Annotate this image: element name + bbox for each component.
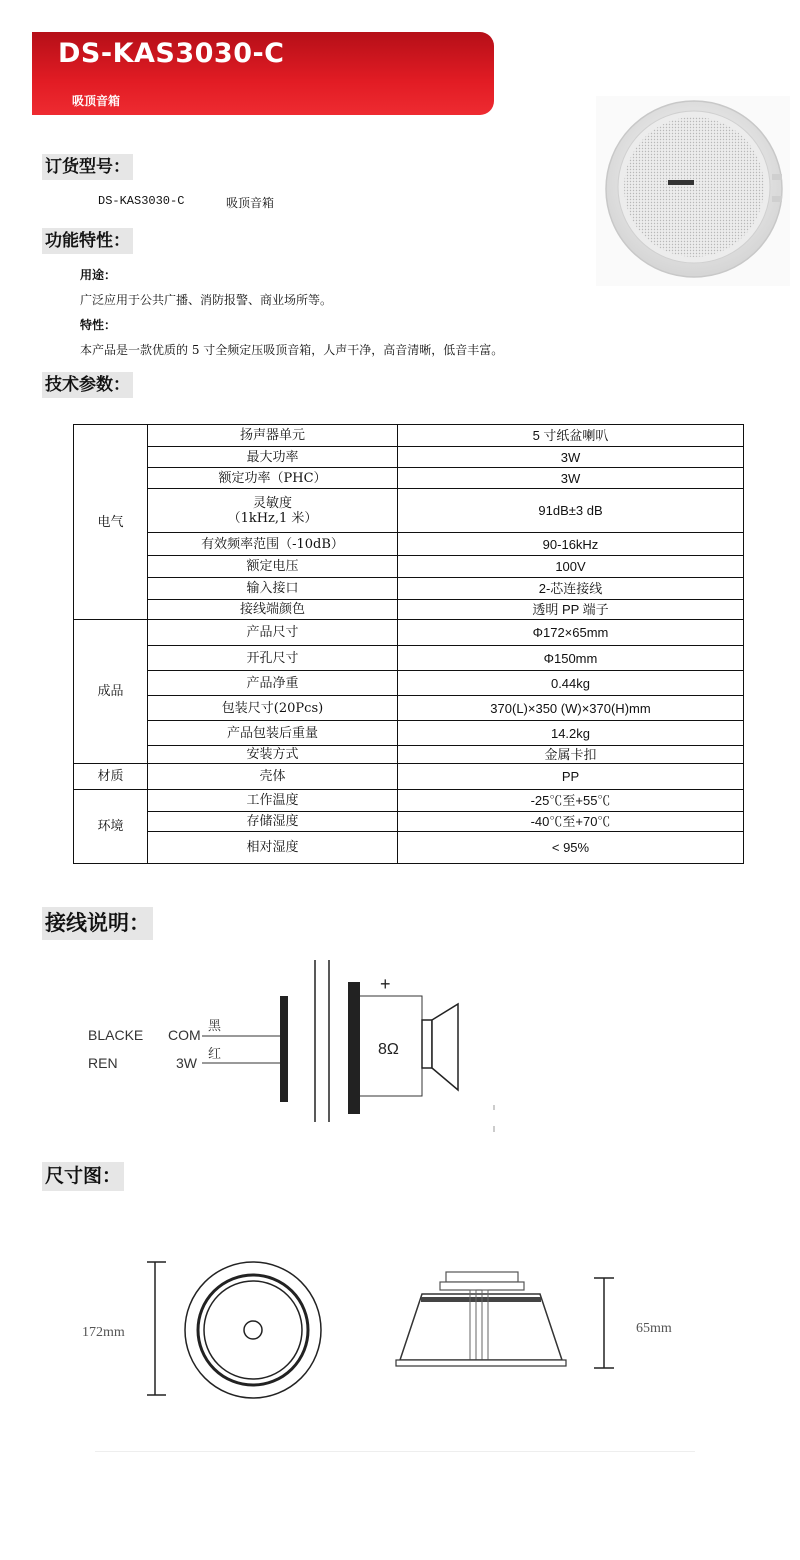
spec-item: 产品包装后重量 <box>148 721 398 746</box>
feature-label: 特性： <box>80 318 117 332</box>
table-row <box>74 468 744 489</box>
spec-item: 包装尺寸(20Pcs) <box>148 696 398 721</box>
spec-item: 额定功率（PHC） <box>148 468 398 489</box>
diameter-label: 172mm <box>82 1325 125 1340</box>
table-row <box>74 489 744 533</box>
speaker-wire <box>360 1068 422 1096</box>
transformer-secondary <box>348 982 360 1114</box>
table-row <box>74 671 744 696</box>
spec-value: -40℃至+70℃ <box>398 812 744 832</box>
wire2-color: 红 <box>208 1047 222 1062</box>
spec-value: 金属卡扣 <box>398 746 744 764</box>
spec-item: 工作温度 <box>148 790 398 812</box>
speaker-icon <box>422 1020 432 1068</box>
spec-value: PP <box>398 764 744 790</box>
spec-value: -25℃至+55℃ <box>398 790 744 812</box>
table-row <box>74 832 744 864</box>
order-heading: 订货型号： <box>42 154 133 180</box>
features-heading: 功能特性： <box>42 228 133 254</box>
spec-value: < 95% <box>398 832 744 864</box>
table-row <box>74 764 744 790</box>
spec-value: 透明 PP 端子 <box>398 600 744 620</box>
table-row <box>74 790 744 812</box>
dimension-heading: 尺寸图： <box>42 1162 124 1191</box>
spec-item: 接线端颜色 <box>148 600 398 620</box>
spec-item: 壳体 <box>148 764 398 790</box>
footer-divider <box>95 1451 695 1452</box>
spec-item: 相对湿度 <box>148 832 398 864</box>
table-row <box>74 425 744 447</box>
usage-label: 用途： <box>80 268 117 282</box>
order-model: DS-KAS3030-C <box>98 194 185 208</box>
table-row <box>74 600 744 620</box>
spec-item <box>148 489 398 533</box>
wire1-name: BLACKE <box>88 1027 144 1043</box>
category-material: 材质 <box>74 764 148 790</box>
side-view-band <box>421 1297 541 1302</box>
wiring-diagram <box>80 950 500 1145</box>
table-row <box>74 447 744 468</box>
spec-value: Φ172×65mm <box>398 620 744 646</box>
spec-item: 产品净重 <box>148 671 398 696</box>
height-label: 65mm <box>636 1321 672 1336</box>
spec-item: 产品尺寸 <box>148 620 398 646</box>
spec-value: Φ150mm <box>398 646 744 671</box>
header-banner <box>32 32 494 115</box>
product-photo <box>596 96 790 286</box>
spec-item: 最大功率 <box>148 447 398 468</box>
spec-item-line2: （1kHz,1 米） <box>227 510 318 526</box>
front-view-center <box>244 1321 262 1339</box>
order-name: 吸顶音箱 <box>226 196 275 210</box>
spec-value: 14.2kg <box>398 721 744 746</box>
specs-heading: 技术参数： <box>42 372 133 398</box>
speaker-wire <box>360 996 422 1020</box>
table-row <box>74 556 744 578</box>
table-row <box>74 746 744 764</box>
spec-value: 0.44kg <box>398 671 744 696</box>
category-product: 成品 <box>74 620 148 764</box>
impedance-label: 8Ω <box>378 1041 399 1058</box>
spec-item: 开孔尺寸 <box>148 646 398 671</box>
model-subtitle: 吸顶音箱 <box>72 94 121 108</box>
model-title: DS-KAS3030-C <box>58 38 285 69</box>
table-row <box>74 533 744 556</box>
side-view-neck <box>440 1282 524 1290</box>
spec-value: 3W <box>398 447 744 468</box>
spec-value: 370(L)×350 (W)×370(H)mm <box>398 696 744 721</box>
spec-value: 100V <box>398 556 744 578</box>
wire1-color: 黑 <box>208 1019 222 1034</box>
spec-table <box>73 424 744 864</box>
spec-value: 2-芯连接线 <box>398 578 744 600</box>
spec-item: 扬声器单元 <box>148 425 398 447</box>
spec-item: 有效频率范围（-10dB） <box>148 533 398 556</box>
category-electrical: 电气 <box>74 425 148 620</box>
table-row <box>74 812 744 832</box>
wire1-terminal: COM <box>168 1027 201 1043</box>
spec-value: 5 寸纸盆喇叭 <box>398 425 744 447</box>
side-view-top <box>446 1272 518 1282</box>
plus-sign: + <box>380 974 391 994</box>
spec-item: 输入接口 <box>148 578 398 600</box>
spec-item-line1: 灵敏度 <box>252 495 292 511</box>
dimension-drawing <box>70 1250 690 1415</box>
side-view-flange <box>396 1360 566 1366</box>
spec-value: 91dB±3 dB <box>398 489 744 533</box>
wiring-heading: 接线说明： <box>42 907 153 940</box>
transformer-primary <box>280 996 288 1102</box>
table-row <box>74 646 744 671</box>
spec-item: 额定电压 <box>148 556 398 578</box>
table-row <box>74 696 744 721</box>
table-row <box>74 620 744 646</box>
category-environment: 环境 <box>74 790 148 864</box>
spec-item: 存储湿度 <box>148 812 398 832</box>
wire2-terminal: 3W <box>176 1055 197 1071</box>
wire2-name: REN <box>88 1055 118 1071</box>
spec-value: 90-16kHz <box>398 533 744 556</box>
usage-text: 广泛应用于公共广播、消防报警、商业场所等。 <box>80 293 333 307</box>
spec-item: 安装方式 <box>148 746 398 764</box>
table-row <box>74 721 744 746</box>
side-view-body <box>400 1294 562 1360</box>
feature-text: 本产品是一款优质的 5 寸全频定压吸顶音箱，人声干净，高音清晰，低音丰富。 <box>80 343 504 357</box>
table-row <box>74 578 744 600</box>
speaker-cone-icon <box>432 1004 458 1090</box>
spec-value: 3W <box>398 468 744 489</box>
